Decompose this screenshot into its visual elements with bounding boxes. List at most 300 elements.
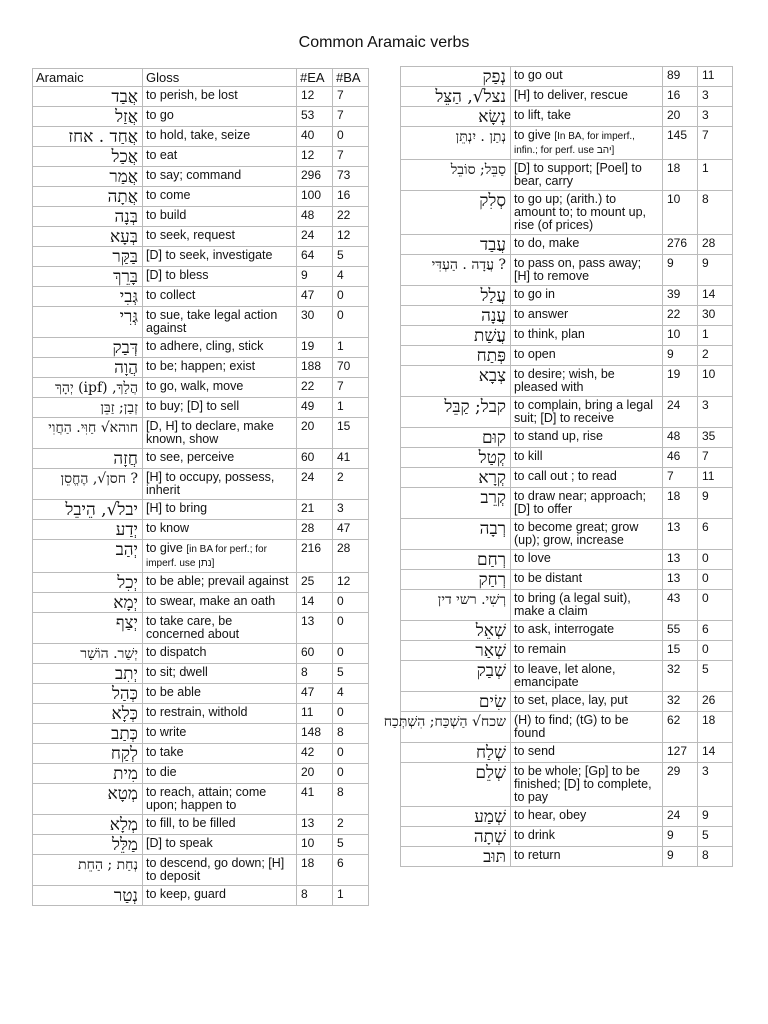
table-row [401, 621, 733, 641]
gloss-cell [511, 255, 663, 286]
ba-count-cell: 2 [698, 346, 733, 366]
ba-count-cell: 7 [333, 378, 369, 398]
ba-count-cell: 8 [698, 847, 733, 867]
gloss-cell [511, 397, 663, 428]
ea-count-cell: 25 [297, 573, 333, 593]
table-row [33, 307, 369, 338]
gloss-text: to be able [146, 685, 201, 699]
aramaic-cell: כְּתַב [33, 724, 143, 744]
gloss-cell [511, 743, 663, 763]
ba-count-cell: 5 [333, 664, 369, 684]
gloss-cell [143, 267, 297, 287]
table-row [401, 346, 733, 366]
aramaic-cell: מְטָא [33, 784, 143, 815]
ea-count-cell: 46 [663, 448, 698, 468]
ba-count-cell: 0 [333, 644, 369, 664]
table-row [33, 644, 369, 664]
aramaic-cell: שְׁלֵם [401, 763, 511, 807]
gloss-cell [511, 127, 663, 160]
gloss-text: to be; happen; exist [146, 359, 256, 373]
gloss-cell [143, 338, 297, 358]
aramaic-cell: רְשִׁי. רשי דין [401, 590, 511, 621]
gloss-cell [511, 692, 663, 712]
gloss-text: to die [146, 765, 177, 779]
aramaic-cell: נְשָׂא [401, 107, 511, 127]
ea-count-cell: 19 [663, 366, 698, 397]
gloss-text: to love [514, 551, 551, 565]
aramaic-cell: אֲזַל [33, 107, 143, 127]
gloss-cell [511, 641, 663, 661]
table-row [33, 704, 369, 724]
ea-count-cell: 12 [297, 87, 333, 107]
ba-count-cell: 3 [698, 763, 733, 807]
table-row [33, 886, 369, 906]
aramaic-cell: קְרָא [401, 468, 511, 488]
aramaic-cell: הֲלַךְ, (ipf) יְהָךְ [33, 378, 143, 398]
table-row [401, 519, 733, 550]
aramaic-cell: צְבָא [401, 366, 511, 397]
table-row [401, 326, 733, 346]
gloss-text: to ask, interrogate [514, 622, 615, 636]
gloss-text: to take [146, 745, 184, 759]
aramaic-cell: לְקַח [33, 744, 143, 764]
table-row [33, 87, 369, 107]
gloss-text: to restrain, withold [146, 705, 248, 719]
gloss-text: to think, plan [514, 327, 585, 341]
ba-count-cell: 9 [698, 807, 733, 827]
ba-count-cell: 4 [333, 267, 369, 287]
table-row [33, 664, 369, 684]
table-row [33, 520, 369, 540]
gloss-cell [143, 398, 297, 418]
ea-count-cell: 18 [297, 855, 333, 886]
aramaic-cell: יְצַף [33, 613, 143, 644]
ba-count-cell: 5 [698, 827, 733, 847]
ea-count-cell: 47 [297, 287, 333, 307]
gloss-text: to send [514, 744, 556, 758]
gloss-cell [511, 621, 663, 641]
gloss-cell [143, 664, 297, 684]
aramaic-cell: נצל√, הַצֵּל [401, 87, 511, 107]
ba-count-cell: 3 [698, 397, 733, 428]
gloss-text: to go, walk, move [146, 379, 244, 393]
aramaic-cell: דְּבַק [33, 338, 143, 358]
gloss-cell [143, 744, 297, 764]
ba-count-cell: 41 [333, 449, 369, 469]
table-row [401, 763, 733, 807]
aramaic-cell: שְׁלַח [401, 743, 511, 763]
ea-count-cell: 22 [297, 378, 333, 398]
gloss-cell [143, 815, 297, 835]
aramaic-cell: רְחַק [401, 570, 511, 590]
ea-count-cell: 48 [663, 428, 698, 448]
gloss-text: (H) to find; (tG) to be found [514, 713, 629, 740]
table-row [401, 661, 733, 692]
aramaic-cell: יְכִל [33, 573, 143, 593]
gloss-cell [143, 207, 297, 227]
ba-count-cell: 10 [698, 366, 733, 397]
gloss-cell [143, 593, 297, 613]
ba-count-cell: 28 [698, 235, 733, 255]
table-row [33, 684, 369, 704]
table-row [33, 593, 369, 613]
ea-count-cell: 62 [663, 712, 698, 743]
aramaic-cell: רְבָה [401, 519, 511, 550]
gloss-text: to seek, request [146, 228, 235, 242]
table-row [401, 286, 733, 306]
table-row [33, 338, 369, 358]
gloss-cell [511, 763, 663, 807]
table-row [401, 712, 733, 743]
aramaic-cell: קוּם [401, 428, 511, 448]
gloss-text: to go out [514, 68, 563, 82]
ea-count-cell: 13 [663, 570, 698, 590]
aramaic-cell: תּוּב [401, 847, 511, 867]
table-row [33, 207, 369, 227]
aramaic-cell: קבל; קַבֵּל [401, 397, 511, 428]
ea-count-cell: 216 [297, 540, 333, 573]
table-row [401, 160, 733, 191]
ba-count-cell: 16 [333, 187, 369, 207]
aramaic-cell: בְּנָה [33, 207, 143, 227]
table-row [401, 590, 733, 621]
aramaic-cell: אֲחַד . אחז [33, 127, 143, 147]
ea-count-cell: 49 [297, 398, 333, 418]
ea-count-cell: 21 [297, 500, 333, 520]
gloss-text: to pass on, pass away; [H] to remove [514, 256, 642, 283]
gloss-text: to answer [514, 307, 569, 321]
gloss-cell [143, 378, 297, 398]
aramaic-cell: רְחַם [401, 550, 511, 570]
table-row [401, 847, 733, 867]
ba-count-cell: 12 [333, 573, 369, 593]
ba-count-cell: 35 [698, 428, 733, 448]
aramaic-cell: נְחַת ; הַחֵת [33, 855, 143, 886]
gloss-text: [D] to speak [146, 836, 213, 850]
gloss-cell [511, 428, 663, 448]
ba-count-cell: 0 [698, 570, 733, 590]
gloss-cell [143, 684, 297, 704]
table-row [33, 107, 369, 127]
ea-count-cell: 64 [297, 247, 333, 267]
aramaic-cell: מְלָא [33, 815, 143, 835]
gloss-text: to desire; wish, be pleased with [514, 367, 615, 394]
gloss-cell [143, 886, 297, 906]
ba-count-cell: 0 [698, 590, 733, 621]
table-row [33, 267, 369, 287]
ea-count-cell: 41 [297, 784, 333, 815]
ea-count-cell: 89 [663, 67, 698, 87]
aramaic-cell: בָּרֵךְ [33, 267, 143, 287]
ba-count-cell: 0 [698, 641, 733, 661]
gloss-cell [511, 488, 663, 519]
gloss-text: to hear, obey [514, 808, 587, 822]
ba-count-cell: 0 [333, 127, 369, 147]
gloss-text: to draw near; approach; [D] to offer [514, 489, 647, 516]
gloss-text: to lift, take [514, 108, 571, 122]
gloss-text: to keep, guard [146, 887, 226, 901]
ba-count-cell: 7 [333, 147, 369, 167]
ba-count-cell: 3 [698, 107, 733, 127]
ea-count-cell: 28 [297, 520, 333, 540]
gloss-text: to write [146, 725, 187, 739]
gloss-cell [511, 346, 663, 366]
table-row [401, 306, 733, 326]
ea-count-cell: 13 [663, 519, 698, 550]
aramaic-cell: זְבַן; זַבֵּן [33, 398, 143, 418]
ba-count-cell: 1 [698, 326, 733, 346]
gloss-text: to bring (a legal suit), make a claim [514, 591, 631, 618]
ba-count-cell: 2 [333, 815, 369, 835]
aramaic-cell: כְּלָא [33, 704, 143, 724]
aramaic-cell: יְדַע [33, 520, 143, 540]
ea-count-cell: 32 [663, 661, 698, 692]
ea-count-cell: 9 [297, 267, 333, 287]
gloss-text: to kill [514, 449, 543, 463]
ba-count-cell: 1 [333, 886, 369, 906]
table-row [401, 366, 733, 397]
aramaic-cell: נְתַן . יִנְתֵּן [401, 127, 511, 160]
table-row [33, 358, 369, 378]
gloss-cell [143, 187, 297, 207]
gloss-text: to do, make [514, 236, 580, 250]
table-row [33, 744, 369, 764]
ea-count-cell: 40 [297, 127, 333, 147]
gloss-cell [143, 147, 297, 167]
ea-count-cell: 10 [297, 835, 333, 855]
table-row [401, 692, 733, 712]
aramaic-cell: יְשַׁר. הוֹשַׁר [33, 644, 143, 664]
gloss-text: [H] to occupy, possess, inherit [146, 470, 275, 497]
gloss-cell [143, 724, 297, 744]
aramaic-cell: חֲזָה [33, 449, 143, 469]
gloss-cell [143, 127, 297, 147]
ba-count-cell: 6 [698, 519, 733, 550]
gloss-cell [143, 764, 297, 784]
gloss-cell [511, 107, 663, 127]
table-row [401, 87, 733, 107]
ba-count-cell: 0 [333, 744, 369, 764]
header-aramaic: Aramaic [33, 69, 143, 87]
table-row [401, 235, 733, 255]
gloss-cell [511, 550, 663, 570]
ba-count-cell: 0 [333, 307, 369, 338]
table-row [33, 127, 369, 147]
verbs-table-right [383, 66, 733, 867]
gloss-text: to say; command [146, 168, 242, 182]
ea-count-cell: 18 [663, 160, 698, 191]
ba-count-cell: 5 [333, 835, 369, 855]
aramaic-cell: שִׂים [401, 692, 511, 712]
ba-count-cell: 7 [333, 87, 369, 107]
gloss-cell [143, 520, 297, 540]
ba-count-cell: 0 [333, 704, 369, 724]
table-row [401, 570, 733, 590]
ea-count-cell: 32 [663, 692, 698, 712]
table-row [33, 835, 369, 855]
gloss-text: to be distant [514, 571, 583, 585]
ea-count-cell: 15 [663, 641, 698, 661]
ba-count-cell: 18 [698, 712, 733, 743]
gloss-text: to come [146, 188, 191, 202]
header-ba: #BA [333, 69, 369, 87]
gloss-cell [143, 107, 297, 127]
ea-count-cell: 47 [297, 684, 333, 704]
gloss-cell [511, 827, 663, 847]
gloss-cell [511, 590, 663, 621]
gloss-cell [511, 712, 663, 743]
gloss-cell [143, 449, 297, 469]
ba-count-cell: 28 [333, 540, 369, 573]
ea-count-cell: 39 [663, 286, 698, 306]
gloss-text: to dispatch [146, 645, 207, 659]
gloss-text: to open [514, 347, 556, 361]
gloss-text: to leave, let alone, emancipate [514, 662, 616, 689]
table-row [33, 398, 369, 418]
ba-count-cell: 11 [698, 468, 733, 488]
gloss-note: [in BA for perf.; for imperf. use נתן] [146, 544, 267, 569]
aramaic-cell: נְפַק [401, 67, 511, 87]
ea-count-cell: 276 [663, 235, 698, 255]
aramaic-cell: יְהַב [33, 540, 143, 573]
ea-count-cell: 60 [297, 644, 333, 664]
ea-count-cell: 9 [663, 847, 698, 867]
verbs-table-left [32, 68, 369, 906]
table-row [401, 397, 733, 428]
aramaic-cell: נְטַר [33, 886, 143, 906]
gloss-cell [143, 247, 297, 267]
ea-count-cell: 13 [297, 815, 333, 835]
gloss-cell [143, 469, 297, 500]
gloss-cell [143, 644, 297, 664]
ba-count-cell: 2 [333, 469, 369, 500]
aramaic-cell: אֲתָה [33, 187, 143, 207]
aramaic-cell: פְּתַח [401, 346, 511, 366]
ba-count-cell: 47 [333, 520, 369, 540]
table-row [401, 807, 733, 827]
ba-count-cell: 1 [698, 160, 733, 191]
ea-count-cell: 9 [663, 255, 698, 286]
ba-count-cell: 6 [698, 621, 733, 641]
gloss-text: to drink [514, 828, 555, 842]
ea-count-cell: 12 [297, 147, 333, 167]
table-row [33, 500, 369, 520]
gloss-text: to complain, bring a legal suit; [D] to receive [514, 398, 653, 425]
ea-count-cell: 20 [663, 107, 698, 127]
ea-count-cell: 42 [297, 744, 333, 764]
ba-count-cell: 6 [333, 855, 369, 886]
ea-count-cell: 10 [663, 326, 698, 346]
aramaic-cell: חוהא√ חַוִּי. הַחֲוִי [33, 418, 143, 449]
ba-count-cell: 5 [333, 247, 369, 267]
ba-count-cell: 9 [698, 255, 733, 286]
ba-count-cell: 9 [698, 488, 733, 519]
ba-count-cell: 30 [698, 306, 733, 326]
aramaic-cell: עֲלַל [401, 286, 511, 306]
gloss-cell [511, 235, 663, 255]
ea-count-cell: 53 [297, 107, 333, 127]
aramaic-cell: יְמָא [33, 593, 143, 613]
ea-count-cell: 296 [297, 167, 333, 187]
ea-count-cell: 29 [663, 763, 698, 807]
gloss-cell [511, 326, 663, 346]
table-row [401, 827, 733, 847]
ba-count-cell: 3 [333, 500, 369, 520]
aramaic-cell: מַלֵּל [33, 835, 143, 855]
aramaic-cell: שְׁמַע [401, 807, 511, 827]
ba-count-cell: 0 [333, 764, 369, 784]
table-row [401, 191, 733, 235]
table-row [33, 418, 369, 449]
table-row [401, 488, 733, 519]
table-row [401, 255, 733, 286]
gloss-text: to give [146, 541, 183, 555]
ba-count-cell: 3 [698, 87, 733, 107]
gloss-text: [D, H] to declare, make known, show [146, 419, 274, 446]
ea-count-cell: 60 [297, 449, 333, 469]
table-row [33, 815, 369, 835]
gloss-cell [143, 613, 297, 644]
table-row [33, 449, 369, 469]
gloss-text: to fill, to be filled [146, 816, 236, 830]
gloss-cell [143, 418, 297, 449]
gloss-cell [143, 287, 297, 307]
gloss-text: to hold, take, seize [146, 128, 251, 142]
gloss-text: to sit; dwell [146, 665, 208, 679]
table-row [33, 540, 369, 573]
gloss-text: to build [146, 208, 187, 222]
ea-count-cell: 188 [297, 358, 333, 378]
ea-count-cell: 8 [297, 886, 333, 906]
gloss-text: to go up; (arith.) to amount to; to mount up, rise (of prices) [514, 192, 647, 232]
table-row [401, 127, 733, 160]
aramaic-cell: אֲמַר [33, 167, 143, 187]
gloss-text: to swear, make an oath [146, 594, 276, 608]
gloss-text: to take care, be concerned about [146, 614, 240, 641]
gloss-cell [511, 191, 663, 235]
aramaic-cell: סְלִק [401, 191, 511, 235]
ba-count-cell: 7 [333, 107, 369, 127]
table-row [401, 107, 733, 127]
table-row [33, 764, 369, 784]
gloss-text: to collect [146, 288, 196, 302]
gloss-cell [511, 87, 663, 107]
ea-count-cell: 22 [663, 306, 698, 326]
ba-count-cell: 7 [698, 127, 733, 160]
gloss-text: to go in [514, 287, 556, 301]
gloss-text: to become great; grow (up); grow, increase [514, 520, 639, 547]
header-gloss: Gloss [143, 69, 297, 87]
aramaic-cell: מִית [33, 764, 143, 784]
gloss-cell [511, 448, 663, 468]
ea-count-cell: 9 [663, 827, 698, 847]
gloss-cell [143, 704, 297, 724]
gloss-cell [511, 807, 663, 827]
table-row [401, 743, 733, 763]
aramaic-cell: עֲנָה [401, 306, 511, 326]
gloss-cell [511, 286, 663, 306]
table-row [33, 573, 369, 593]
aramaic-cell: כְּהַל [33, 684, 143, 704]
table-header-row [33, 69, 369, 87]
aramaic-cell: עֲבַד [401, 235, 511, 255]
gloss-cell [143, 87, 297, 107]
ea-count-cell: 14 [297, 593, 333, 613]
aramaic-cell: שְׁאַר [401, 641, 511, 661]
ba-count-cell: 1 [333, 398, 369, 418]
gloss-text: [H] to deliver, rescue [514, 88, 628, 102]
gloss-cell [511, 570, 663, 590]
